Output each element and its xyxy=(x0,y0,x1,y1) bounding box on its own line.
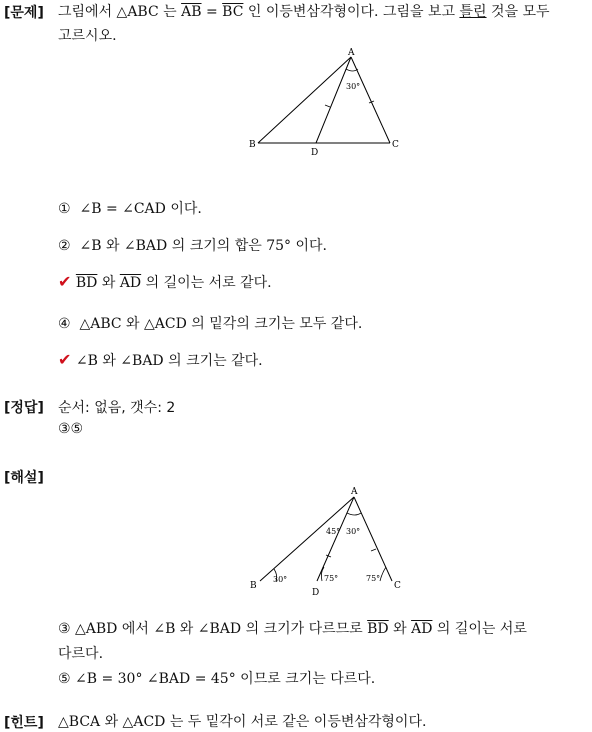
check-mark-icon: ✔ xyxy=(58,350,72,369)
explanation-line-1: ③ △ABD 에서 ∠B 와 ∠BAD 의 크기가 다르므로 $\overline{BD}$ 와 $\overline{AD}$ 의 길이는 서로 xyxy=(58,621,527,637)
hint-tag: [힌트] xyxy=(4,715,44,731)
fig2-label-a: A xyxy=(351,487,358,497)
fig2-label-b: B xyxy=(250,581,257,591)
question-figure xyxy=(240,45,410,160)
choice-2: ② ∠B 와 ∠BAD 의 크기의 합은 75° 이다. xyxy=(58,238,327,254)
answer-tag: [정답] xyxy=(4,400,44,416)
fig2-label-d: D xyxy=(312,588,320,598)
choice-4: ④ △ABC 와 △ACD 의 밑각의 크기는 모두 같다. xyxy=(58,316,363,332)
fig2-angle-75-c: 75° xyxy=(366,574,381,583)
explanation-line-3: ⑤ ∠B = 30° ∠BAD = 45° 이므로 크기는 다르다. xyxy=(58,671,376,687)
question-tag: [문제] xyxy=(4,5,44,21)
question-line-2: 고르시오. xyxy=(58,28,117,44)
choice-5: ✔ ∠B 와 ∠BAD 의 크기는 같다. xyxy=(58,350,263,369)
fig1-label-a: A xyxy=(348,48,355,58)
fig1-angle-30: 30° xyxy=(346,82,361,91)
hint-text: △BCA 와 △ACD 는 두 밑각이 서로 같은 이등변삼각형이다. xyxy=(58,714,427,730)
wrong-emphasis: 틀린 xyxy=(459,4,487,20)
fig2-angle-45: 45° xyxy=(326,527,341,536)
fig2-angle-30-top: 30° xyxy=(346,527,361,536)
check-mark-icon: ✔ xyxy=(58,272,72,291)
explanation-figure xyxy=(240,483,410,603)
segment-ab: $\overline{AB}$ xyxy=(181,4,202,20)
fig1-label-c: C xyxy=(392,140,399,150)
fig2-angle-75-d: 75° xyxy=(324,574,339,583)
fig2-angle-30-b: 30° xyxy=(273,575,288,584)
explanation-line-2: 다르다. xyxy=(58,646,104,662)
fig2-label-c: C xyxy=(394,581,401,591)
fig1-label-b: B xyxy=(249,140,256,150)
answer-meta: 순서: 없음, 갯수: 2 xyxy=(58,400,176,416)
choice-3: ✔ $\overline{BD}$ 와 $\overline{AD}$ 의 길이는 서로 같다. xyxy=(58,272,272,291)
explanation-tag: [해설] xyxy=(4,470,44,486)
question-line-1: 그림에서 △ABC 는 $\overline{AB} = \overline{BC}$ 인 이등변삼각형이다. 그림을 보고 틀린 것을 모두 xyxy=(58,4,550,20)
answer-value: ③⑤ xyxy=(58,421,84,437)
fig1-label-d: D xyxy=(311,148,319,158)
segment-bc: $\overline{BC}$ xyxy=(222,4,244,20)
choice-1: ① ∠B = ∠CAD 이다. xyxy=(58,201,202,217)
